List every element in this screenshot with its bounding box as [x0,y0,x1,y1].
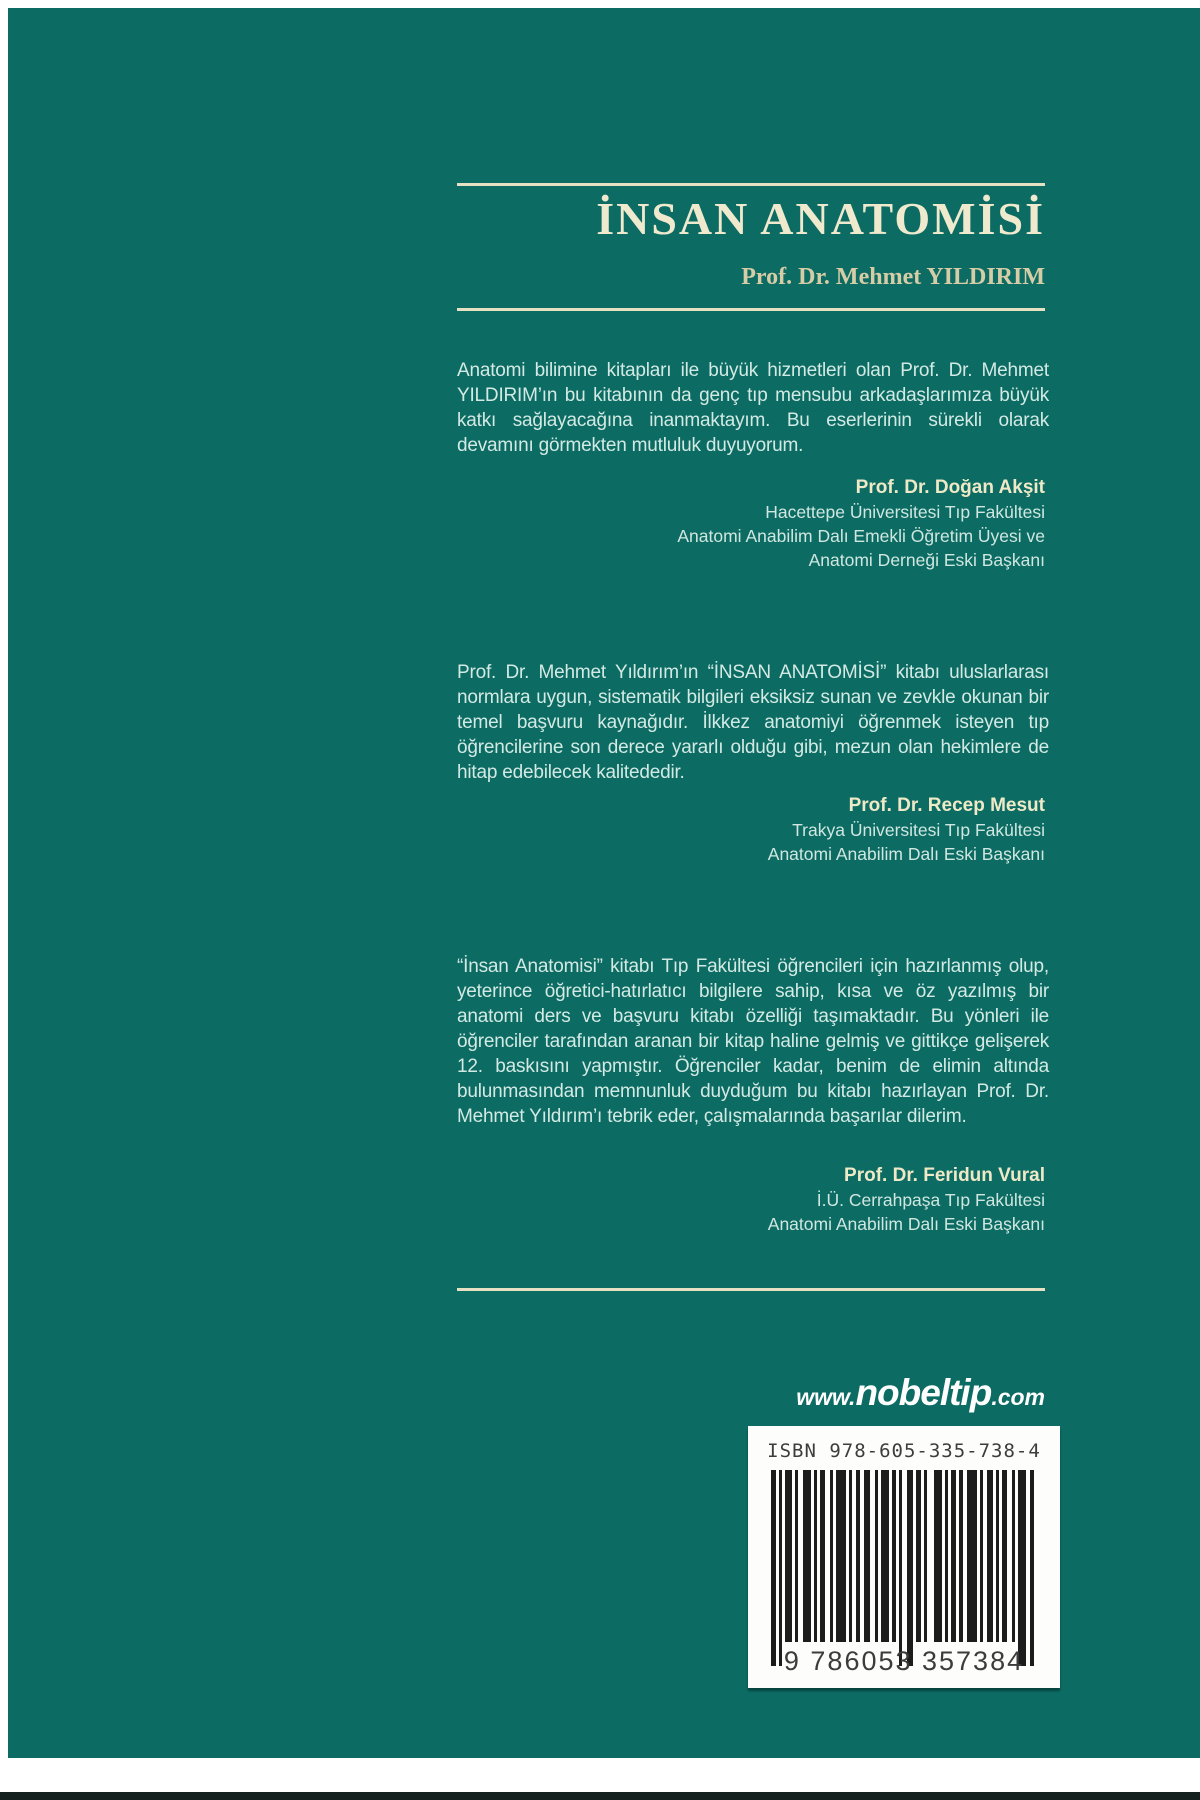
testimonial-text-2: Prof. Dr. Mehmet Yıldırım’ın “İNSAN ANATOMİSİ” kitabı uluslarlarası normlara uygun, sistematik bilgileri eksiksiz sunan ve zevkle okunan bir temel başvuru kaynağıdır. İlkkez anatomiyi öğrenmek isteyen tıp öğrencilerine son derece yararlı olduğu gibi, mezun olan hekimlere de hitap edebilecek kalitededir. [457,662,1049,783]
book-title: İNSAN ANATOMİSİ [596,193,1045,244]
isbn-number: ISBN 978-605-335-738-4 [767,1440,1041,1462]
attribution-line: Anatomi Anabilim Dalı Eski Başkanı [767,844,1045,864]
title-top-rule [457,183,1045,186]
attribution-line: Anatomi Anabilim Dalı Emekli Öğretim Üyesi ve [677,526,1045,546]
website-com: .com [991,1384,1045,1410]
attribution-line: Anatomi Derneği Eski Başkanı [808,550,1045,570]
page-bottom-edge [0,1792,1200,1800]
attribution-name: Prof. Dr. Feridun Vural [844,1165,1045,1186]
title-bottom-rule [457,308,1045,311]
testimonial-attribution-3 [457,1164,1045,1236]
attribution-line: Hacettepe Üniversitesi Tıp Fakültesi [765,502,1045,522]
publisher-website [457,1372,1045,1414]
website-www: www. [796,1384,856,1410]
testimonial-text-3: “İnsan Anatomisi” kitabı Tıp Fakültesi öğrencileri için hazırlanmış olup, yeterince öğretici-hatırlatıcı bilgilere sahip, kısa ve öz yazılmış bir anatomi ders ve başvuru kitabı özelliği taşımaktadır. Bu yönleri ile öğrenciler tarafından aranan bir kitap haline gelmiş ve gittikçe gelişerek 12. baskısını yapmıştır. Öğrenciler kadar, benim de elimin altında bulunmasından memnunluk duyduğum bu kitabı hazırlayan Prof. Dr. Mehmet Yıldırım’ı tebrik eder, çalışmalarında başarılar dilerim. [457,956,1049,1127]
testimonial-attribution-2 [457,794,1045,866]
attribution-line: İ.Ü. Cerrahpaşa Tıp Fakültesi [816,1190,1045,1210]
bottom-margin [0,1758,1200,1792]
testimonial-attribution-1 [457,476,1045,572]
barcode-digits: 9 786053 357384 [783,1646,1025,1676]
footer-rule [457,1288,1045,1291]
attribution-line: Trakya Üniversitesi Tıp Fakültesi [792,820,1045,840]
attribution-name: Prof. Dr. Doğan Akşit [855,477,1045,498]
website-name: nobeltip [855,1372,992,1413]
book-author: Prof. Dr. Mehmet YILDIRIM [741,264,1045,290]
attribution-name: Prof. Dr. Recep Mesut [848,795,1045,816]
ean13-barcode [771,1470,1037,1642]
testimonial-text-1: Anatomi bilimine kitapları ile büyük hizmetleri olan Prof. Dr. Mehmet YILDIRIM’ın bu kitabının da genç tıp mensubu arkadaşlarımıza büyük katkı sağlayacağına inanmaktayım. Bu eserlerinin sürekli olarak devamını görmekten mutluluk duyuyorum. [457,360,1049,456]
attribution-line: Anatomi Anabilim Dalı Eski Başkanı [767,1214,1045,1234]
isbn-barcode-panel [748,1426,1060,1688]
